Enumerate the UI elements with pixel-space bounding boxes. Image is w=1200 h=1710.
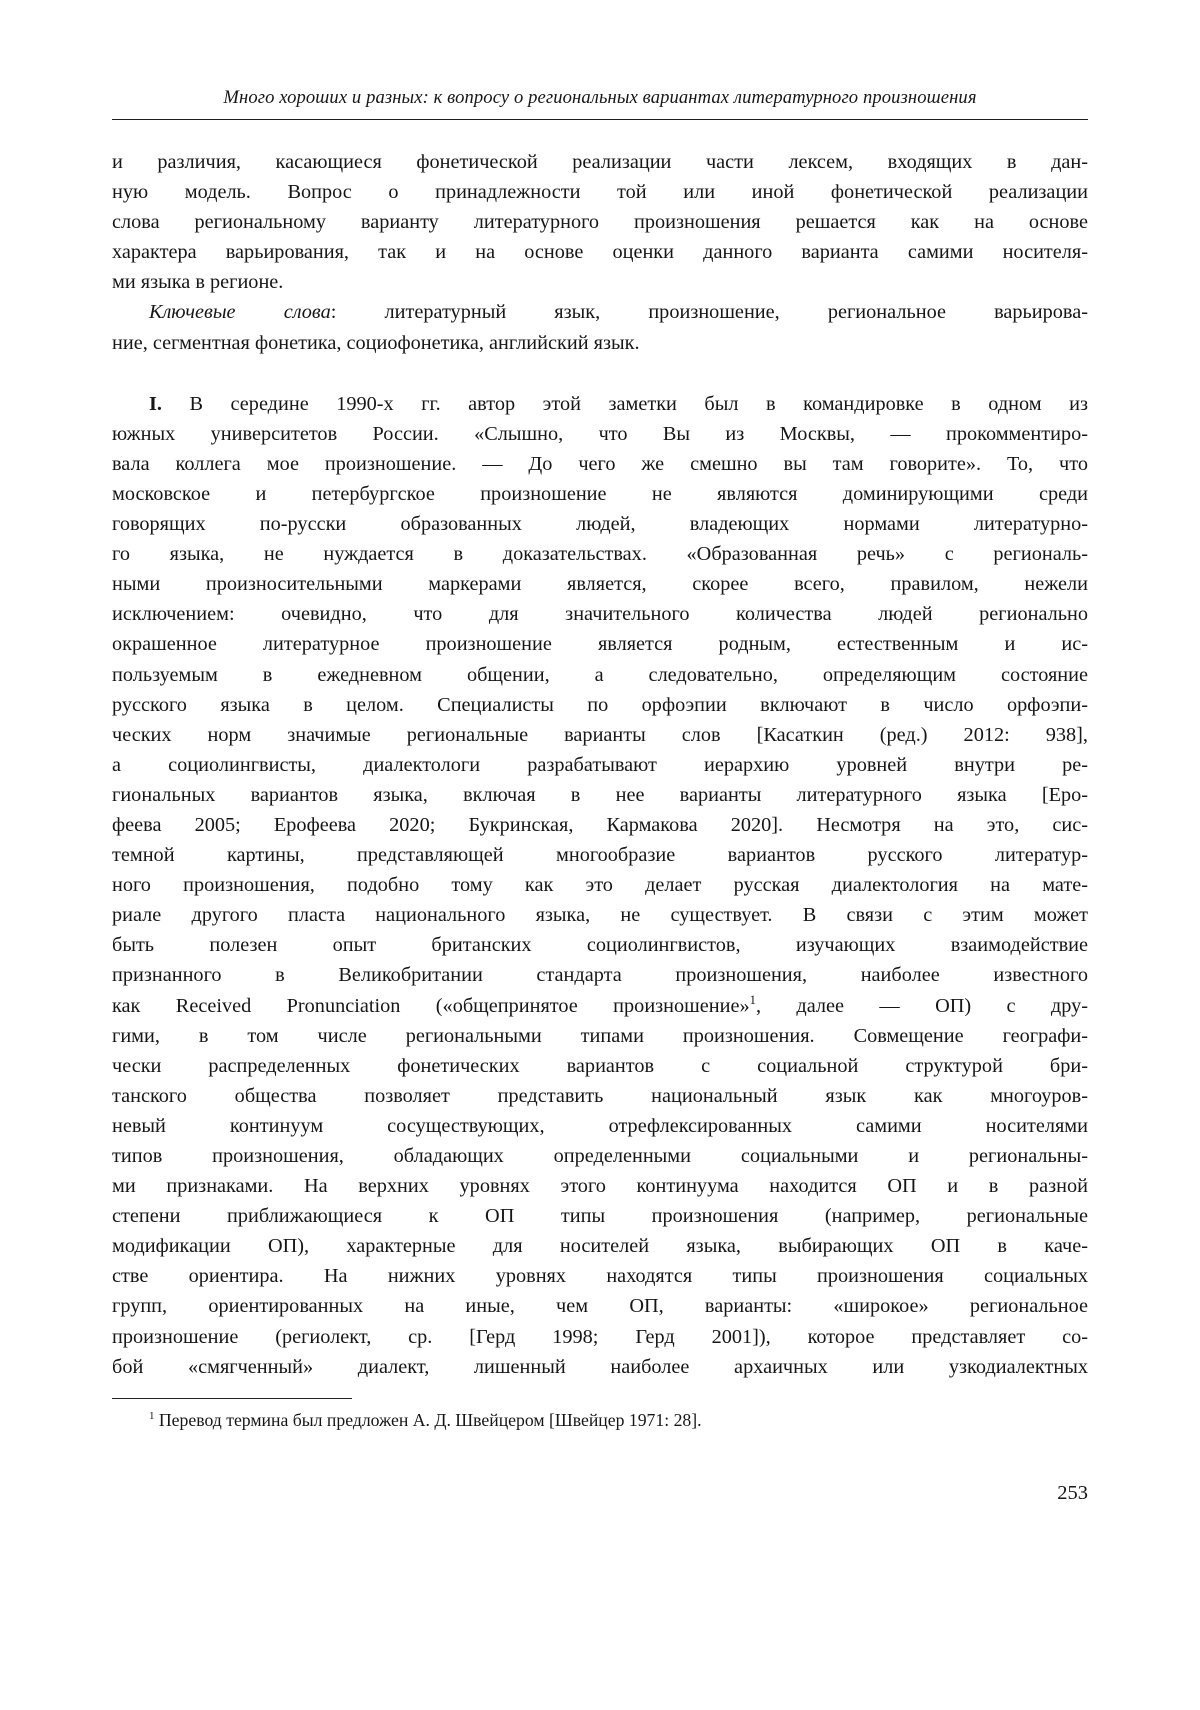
- text-line: гими, в том числе региональными типами произношения. Совмещение географи-: [112, 1024, 1088, 1047]
- text-line: произношение (региолект, ср. [Герд 1998; Герд 2001]), которое представляет со-: [112, 1325, 1088, 1348]
- text-line-with-footnote-ref: [112, 991, 1088, 1021]
- text-line: стве ориентира. На нижних уровнях находятся типы произношения социальных: [112, 1265, 1088, 1288]
- text-line: и различия, касающиеся фонетической реализации части лексем, входящих в дан-: [112, 151, 1088, 173]
- section-number: I.: [149, 392, 162, 415]
- text-line: московское и петербургское произношение не являются доминирующими среди: [112, 482, 1088, 505]
- footnote: [112, 1408, 1088, 1433]
- header-rule: [112, 119, 1088, 120]
- text-line: типов произношения, обладающих определенными социальными и региональны-: [112, 1145, 1088, 1167]
- text-line: феева 2005; Ерофеева 2020; Букринская, Кармакова 2020]. Несмотря на это, сис-: [112, 813, 1088, 836]
- keywords-line: [112, 297, 1088, 327]
- footnote-area: [112, 1398, 1088, 1433]
- footnote-rule: [112, 1398, 352, 1399]
- text-line: групп, ориентированных на иные, чем ОП, варианты: «широкое» региональное: [112, 1295, 1088, 1318]
- text-line: говорящих по-русски образованных людей, владеющих нормами литературно-: [112, 513, 1088, 536]
- keywords-lead: Ключевые слова: [149, 301, 331, 324]
- text-line: темной картины, представляющей многообразие вариантов русского литератур-: [112, 844, 1088, 867]
- body-text: , далее — ОП) с дру-: [755, 994, 1088, 1017]
- text-line: го языка, не нуждается в доказательствах. «Образованная речь» с региональ-: [112, 543, 1088, 566]
- text-line: бой «смягченный» диалект, лишенный наиболее архаичных или узкодиалектных: [112, 1355, 1088, 1378]
- text-line: русского языка в целом. Специалисты по орфоэпии включают в число орфоэпи-: [112, 693, 1088, 716]
- text-line: степени приближающиеся к ОП типы произношения (например, региональные: [112, 1205, 1088, 1228]
- text-line: пользуемым в ежедневном общении, а следовательно, определяющим состояние: [112, 663, 1088, 686]
- text-line: чески распределенных фонетических вариантов с социальной структурой бри-: [112, 1054, 1088, 1077]
- footnote-number: 1: [149, 1409, 155, 1422]
- text-line: признанного в Великобритании стандарта произношения, наиболее известного: [112, 964, 1088, 987]
- text-line: а социолингвисты, диалектологи разрабатывают иерархию уровней внутри ре-: [112, 753, 1088, 776]
- text-line: быть полезен опыт британских социолингвистов, изучающих взаимодействие: [112, 934, 1088, 957]
- text-line: вала коллега мое произношение. — До чего же смешно вы там говорите». То, что: [112, 452, 1088, 475]
- body-line: [112, 389, 1088, 419]
- text-line: гиональных вариантов языка, включая в нее варианты литературного языка [Еро-: [112, 783, 1088, 806]
- text-line: ми признаками. На верхних уровнях этого континуума находится ОП и в разной: [112, 1175, 1088, 1198]
- text-line: невый континуум сосуществующих, отрефлексированных самими носителями: [112, 1114, 1088, 1137]
- text-line: модификации ОП), характерные для носителей языка, выбирающих ОП в каче-: [112, 1235, 1088, 1258]
- footnote-reference: 1: [749, 992, 756, 1007]
- footnote-text: Перевод термина был предложен А. Д. Швейцером [Швейцер 1971: 28].: [154, 1409, 702, 1430]
- running-head: Много хороших и разных: к вопросу о региональных вариантах литературного произношения: [223, 87, 977, 108]
- text-line: исключением: очевидно, что для значительного количества людей регионально: [112, 603, 1088, 626]
- keywords-line: ние, сегментная фонетика, социофонетика, английский язык.: [112, 331, 640, 354]
- text-line: южных университетов России. «Слышно, что Вы из Москвы, — прокомментиро-: [112, 422, 1088, 445]
- text-line: характера варьирования, так и на основе оценки данного варианта самими носителя-: [112, 241, 1088, 264]
- body-text: В середине 1990-х гг. автор этой заметки был в командировке в одном из: [161, 392, 1088, 415]
- text-line: ческих норм значимые региональные варианты слов [Касаткин (ред.) 2012: 938],: [112, 723, 1088, 746]
- text-line: окрашенное литературное произношение является родным, естественным и ис-: [112, 633, 1088, 656]
- text-line: танского общества позволяет представить национальный язык как многоуров-: [112, 1084, 1088, 1107]
- text-line: ными произносительными маркерами является, скорее всего, правилом, нежели: [112, 573, 1088, 596]
- keywords-text: : литературный язык, произношение, региональное варьирова-: [330, 301, 1088, 324]
- text-line: риале другого пласта национального языка, не существует. В связи с этим может: [112, 904, 1088, 927]
- paragraph-gap: [112, 358, 1088, 389]
- text-line: слова региональному варианту литературного произношения решается как на основе: [112, 211, 1088, 234]
- page-number: 253: [1057, 1482, 1088, 1504]
- text-line: ную модель. Вопрос о принадлежности той или иной фонетической реализации: [112, 181, 1088, 204]
- text-line: ми языка в регионе.: [112, 271, 284, 294]
- text-line: ного произношения, подобно тому как это делает русская диалектология на мате-: [112, 874, 1088, 897]
- body-text: как Received Pronunciation («общепринятое произношение»: [112, 994, 750, 1017]
- text-block: [112, 147, 1088, 1382]
